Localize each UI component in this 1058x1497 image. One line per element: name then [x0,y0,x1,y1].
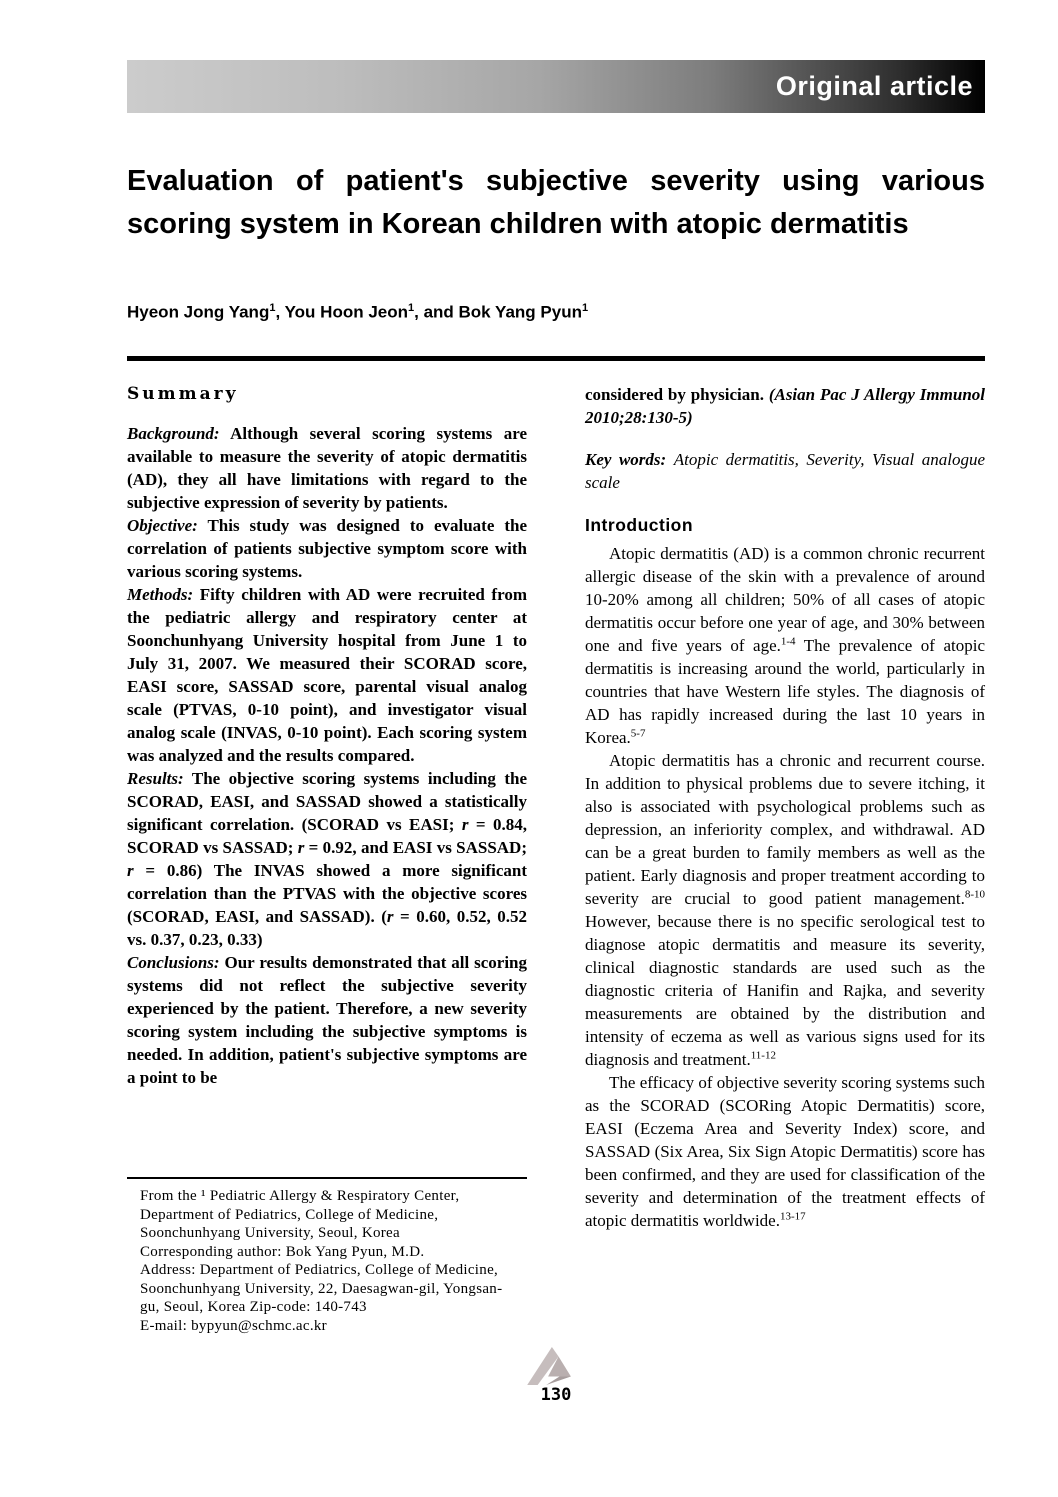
summary-heading: Summary [127,384,239,404]
footnote-line: Corresponding author: Bok Yang Pyun, M.D. [140,1243,425,1260]
footnote-line: Department of Pediatrics, College of Medicine, [140,1206,439,1223]
introduction-heading: Introduction [585,515,694,535]
intro-paragraph-3: The efficacy of objective severity scoring systems such as the SCORAD (SCORing Atopic Dermatitis) score, EASI (Eczema Area and Severity Index) score, and SASSAD (Six Area, Six Sign Atopic Dermatitis) score has been confirmed, and they are used for classification of the severity and determination of the treatment effects of atopic dermatitis worldwide.$^{13-17}$ [585,1073,985,1230]
article-title: Evaluation of patient's subjective severity using various scoring system in Korean children with atopic dermatitis [127,165,985,240]
footnote-line: Soonchunhyang University, 22, Daesagwan-gil, Yongsan- [140,1280,503,1297]
summary-section-background: Background: Although several scoring systems are available to measure the severity of atopic dermatitis (AD), they all have limitations with regard to the subjective expression of severity by patients. [127,424,527,512]
title-divider [127,356,985,361]
summary-section-methods: Methods: Fifty children with AD were recruited from the pediatric allergy and respiratory center at Soonchunhyang University hospital from June 1 to July 31, 2007. We measured their SCORAD score, EASI score, SASSAD score, parental visual analog scale (PTVAS, 0-10 point), and investigator visual analog scale (INVAS, 0-10 point). Each scoring system was analyzed and the results compared. [127,585,527,765]
summary-section-results: Results: The objective scoring systems including the SCORAD, EASI, and SASSAD showed a statistically significant correlation. (SCORAD vs EASI; r = 0.84, SCORAD vs SASSAD; r = 0.92, and EASI vs SASSAD; r = 0.86) The INVAS showed a more significant correlation than the PTVAS with the objective scores (SCORAD, EASI, and SASSAD). (r = 0.60, 0.52, 0.52 vs. 0.37, 0.23, 0.33) [127,769,527,949]
footnote-line: Address: Department of Pediatrics, College of Medicine, [140,1262,499,1278]
summary-column [127,383,527,1089]
intro-paragraph-2: Atopic dermatitis has a chronic and recurrent course. In addition to physical problems due to severe itching, it also is associated with psychological problems such as depression, an inferiority complex, and withdrawal. AD can be a great burden to family members as well as the patient. Early diagnosis and proper treatment according to severity are crucial to good patient management.$^{8-10}$ However, because there is no specific serological test to diagnose atopic dermatitis and measure its severity, clinical diagnostic standards are used such as the diagnostic criteria of Hanifin and Rajka, and severity measurements are obtained by the distribution and intensity of eczema as well as various signs used for its diagnosis and treatment.$^{11-12}$ [585,751,985,1069]
footnote-line: From the ¹ Pediatric Allergy & Respiratory Center, [140,1188,460,1204]
summary-section-objective: Objective: This study was designed to evaluate the correlation of patients subjective symptom score with various scoring systems. [127,516,527,581]
footnote-block [140,1187,560,1335]
footnote-line: gu, Seoul, Korea Zip-code: 140-743 [140,1299,367,1315]
page-number: 130 [540,1385,572,1405]
keywords-line: Key words: Atopic dermatitis, Severity, Visual analogue scale [585,450,985,492]
footnote-line: Soonchunhyang University, Seoul, Korea [140,1225,400,1241]
summary-section-conclusions: Conclusions: Our results demonstrated that all scoring systems did not reflect the subjective severity experienced by the patient. Therefore, a new severity scoring system including the subjective symptoms is needed. In addition, patient's subjective symptoms are a point to be [127,953,527,1087]
article-body [127,383,985,1232]
author-line: Hyeon Jong Yang$^1$, You Hoon Jeon$^1$, and Bok Yang Pyun$^1$ [127,302,589,322]
main-text-column [585,383,985,1232]
article-type-banner [127,60,985,113]
footnote-line: E-mail: bypyun@schmc.ac.kr [140,1317,327,1334]
journal-triangle-logo-icon [527,1347,573,1385]
intro-paragraph-1: Atopic dermatitis (AD) is a common chronic recurrent allergic disease of the skin with a prevalence of around 10-20% among all children; 50% of all cases of atopic dermatitis occur before one year of age, and 30% between one and five years of age.$^{1-4}$ The prevalence of atopic dermatitis is increasing around the world, particularly in countries that have Western life styles. The diagnosis of AD has rapidly increased during the last 10 years in Korea.$^{5-7}$ [585,544,985,747]
conclusion-continuation: considered by physician. (Asian Pac J Allergy Immunol 2010;28:130-5) [585,385,985,427]
article-type-label: Original article [775,71,973,101]
footnote-divider [127,1177,527,1179]
